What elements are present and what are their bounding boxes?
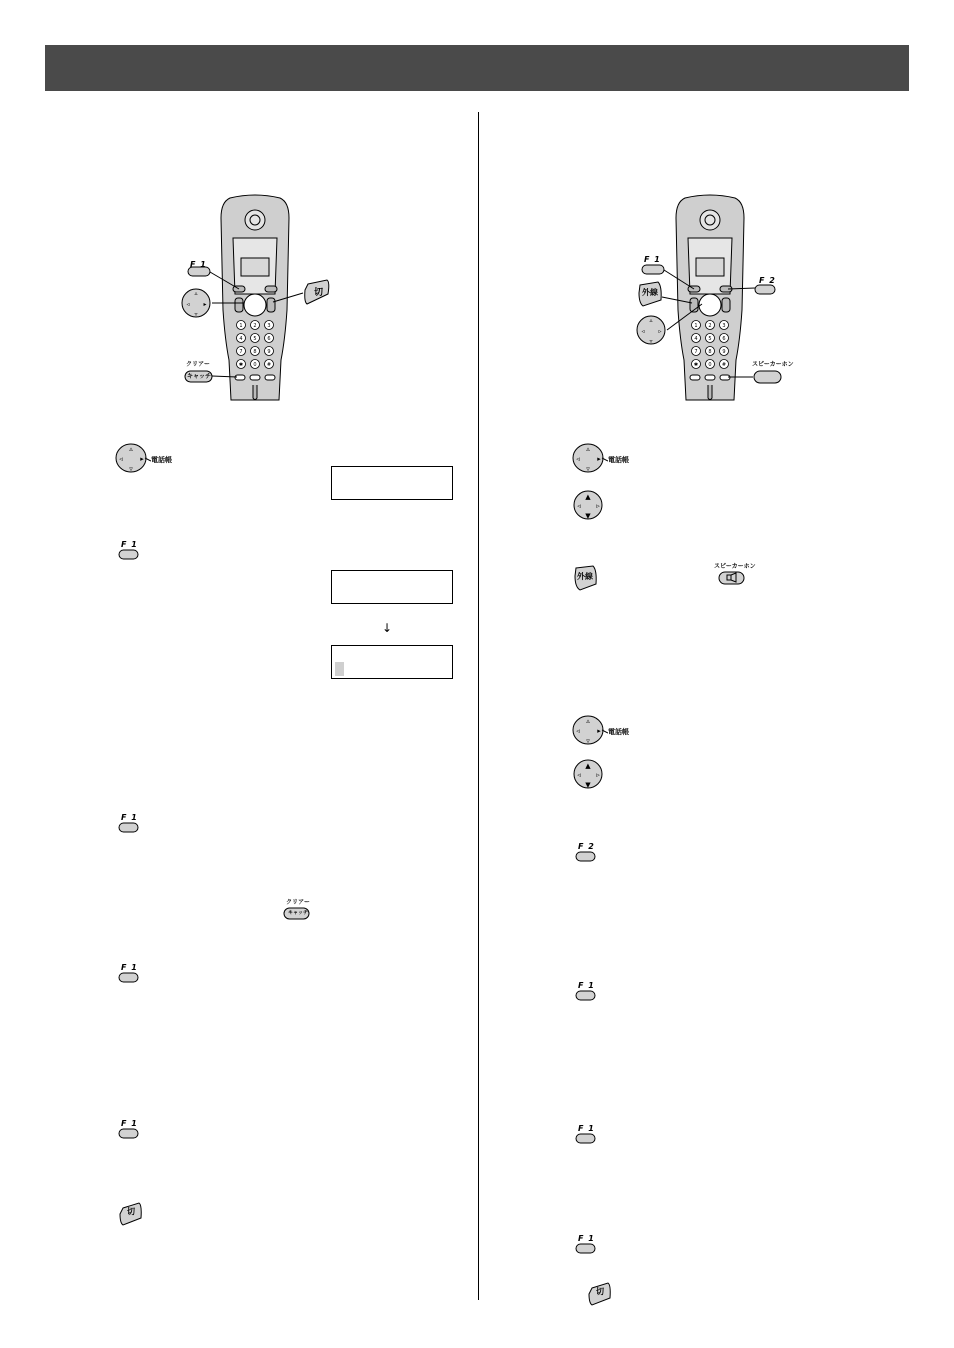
f1-key-label-right-1: F 1 [578,981,595,990]
svg-text:▿: ▿ [194,311,198,318]
outside-line-key-label: 外線 [577,572,593,581]
svg-text:▵: ▵ [586,445,590,453]
keypad-key-2: 2 [253,323,257,329]
svg-text:◃: ◃ [577,502,581,510]
keypad-key-5: 5 [708,336,712,342]
keypad-key-1: 1 [694,323,698,329]
svg-text:▵: ▵ [649,317,653,324]
svg-text:◃: ◃ [641,328,645,335]
column-divider [478,112,479,1300]
svg-text:▸: ▸ [597,455,601,463]
nav-key-icon [572,443,608,475]
left-handset-f1-label: F 1 [190,260,207,269]
keypad-key-7: 7 [694,349,698,355]
svg-text:▹: ▹ [596,502,600,510]
phonebook-key-label-right-2: 電話帳 [608,728,629,736]
keypad-key-hash: # [721,362,727,368]
svg-text:▿: ▿ [586,737,590,745]
nav-key-icon [572,715,608,747]
off-key-label-left: 切 [127,1207,135,1216]
f1-key-icon-1 [118,549,140,561]
svg-text:◃: ◃ [119,455,123,463]
phonebook-key-label: 電話帳 [151,456,172,464]
svg-text:▵: ▵ [129,445,133,453]
svg-text:▸: ▸ [203,301,207,308]
f1-key-icon-2 [118,822,140,834]
handset-illustration-right [630,190,790,405]
f1-key-label-1: F 1 [121,540,138,549]
left-handset-catch-label: キャッチ [187,373,212,380]
lcd-display-2 [331,570,453,604]
left-handset-off-key-label: 切 [314,288,324,298]
keypad-key-hash: # [266,362,272,368]
right-handset-speakerphone-label: スピーカーホン [752,361,794,368]
keypad-key-9: 9 [722,349,726,355]
keypad-key-0: 0 [253,362,257,368]
f1-key-label-right-3: F 1 [578,1234,595,1243]
f1-key-icon-right-2 [575,1133,597,1145]
keypad-key-4: 4 [239,336,243,342]
svg-text:▹: ▹ [596,771,600,779]
svg-text:◃: ◃ [186,301,190,308]
f1-key-icon-3 [118,972,140,984]
nav-updown-key-icon [573,759,605,791]
speakerphone-key-icon [718,571,746,585]
f1-key-label-3: F 1 [121,963,138,972]
off-key-label-right: 切 [596,1287,604,1296]
keypad-key-5: 5 [253,336,257,342]
keypad-key-2: 2 [708,323,712,329]
lcd-display-1 [331,466,453,500]
svg-text:◃: ◃ [576,727,580,735]
f1-key-label-4: F 1 [121,1119,138,1128]
svg-text:▸: ▸ [140,455,144,463]
keypad-key-9: 9 [267,349,271,355]
f1-key-icon-right-3 [575,1243,597,1255]
svg-text:▼: ▼ [585,781,591,789]
svg-text:▲: ▲ [585,762,591,770]
right-handset-f2-label: F 2 [759,276,776,285]
keypad-key-star: ✱ [693,362,699,368]
f1-key-label-right-2: F 1 [578,1124,595,1133]
svg-text:▲: ▲ [585,493,591,501]
svg-text:▵: ▵ [194,290,198,297]
down-arrow-icon: ↓ [382,621,393,635]
right-handset-outside-line-label: 外線 [642,288,658,297]
f2-key-icon [575,851,597,863]
keypad-key-7: 7 [239,349,243,355]
keypad-key-1: 1 [239,323,243,329]
nav-key-icon [115,443,151,475]
keypad-key-8: 8 [708,349,712,355]
keypad-key-6: 6 [267,336,271,342]
keypad-key-6: 6 [722,336,726,342]
f1-key-icon-right-1 [575,990,597,1002]
nav-updown-key-icon [573,490,605,522]
keypad-key-4: 4 [694,336,698,342]
keypad-key-0: 0 [708,362,712,368]
clear-key-label: クリアー [286,899,310,906]
f1-key-icon-4 [118,1128,140,1140]
keypad-key-3: 3 [722,323,726,329]
phonebook-key-label-right-1: 電話帳 [608,456,629,464]
keypad-key-8: 8 [253,349,257,355]
svg-text:▼: ▼ [585,512,591,520]
svg-text:▿: ▿ [586,465,590,473]
lcd-display-3 [331,645,453,679]
f2-key-label: F 2 [578,842,595,851]
svg-text:▸: ▸ [597,727,601,735]
catch-key-label: キャッチ [288,910,309,916]
lcd-cursor [335,662,344,676]
right-handset-f1-label: F 1 [644,255,661,264]
svg-text:▵: ▵ [586,717,590,725]
svg-text:▿: ▿ [649,338,653,345]
f1-key-label-2: F 1 [121,813,138,822]
speakerphone-key-label: スピーカーホン [714,563,756,570]
keypad-key-3: 3 [267,323,271,329]
svg-text:▹: ▹ [658,328,662,335]
svg-text:◃: ◃ [576,455,580,463]
keypad-key-star: ✱ [238,362,244,368]
header-bar [45,45,909,91]
svg-text:◃: ◃ [577,771,581,779]
left-handset-clear-label: クリアー [186,361,210,368]
svg-text:▿: ▿ [129,465,133,473]
